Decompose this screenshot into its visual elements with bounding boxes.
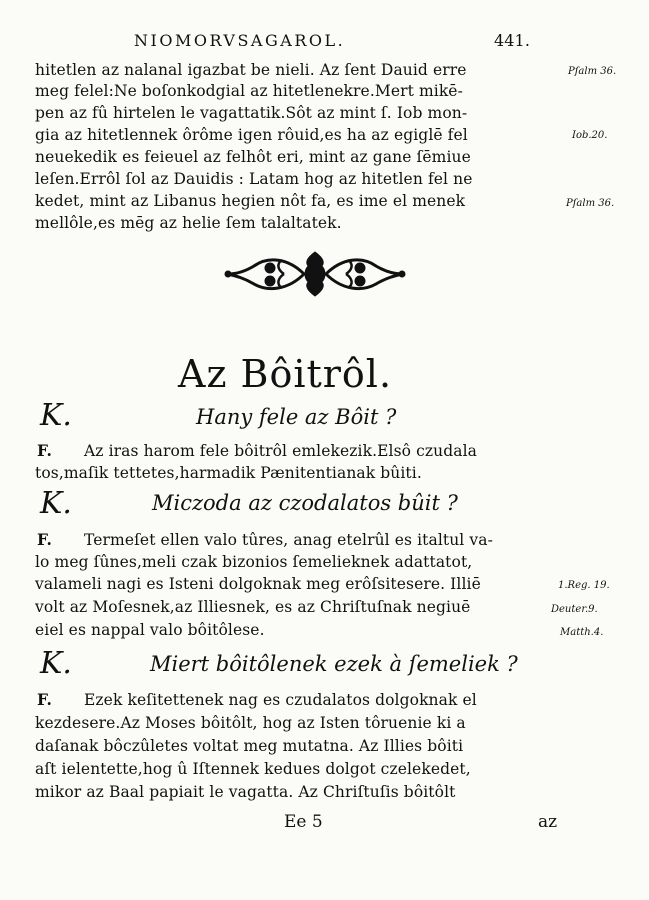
section-title: Az Bôitrôl. <box>178 352 393 396</box>
text-line: mellôle,es mēg az helie ſem talaltatek. <box>35 214 342 232</box>
signature-mark: Ee 5 <box>284 812 323 832</box>
question-marker: K. <box>40 486 72 521</box>
question-marker: K. <box>40 398 72 433</box>
answer-line: Ezek keſitettenek nag es czudalatos dolgoknak el <box>84 691 477 709</box>
answer-line: valameli nagi es Isteni dolgoknak meg erôſsitesere. Illiē <box>35 575 481 593</box>
question-text: Miert bôitôlenek ezek à ſemeliek ? <box>150 652 518 676</box>
margin-note: Pſalm 36. <box>568 66 617 77</box>
question-text: Miczoda az czodalatos bûit ? <box>152 491 458 515</box>
answer-line: kezdesere.Az Moses bôitôlt, hog az Isten tôruenie ki a <box>35 714 466 732</box>
page-number: 441. <box>494 31 531 50</box>
text-line: pen az fû hirtelen le vagattatik.Sôt az mint ſ. Iob mon- <box>35 104 468 122</box>
running-title: NIOMORVSAGAROL. <box>134 31 346 50</box>
text-line: hitetlen az nalanal igazbat be nieli. Az ſent Dauid erre <box>35 61 467 79</box>
answer-line: tos,maſik tettetes,harmadik Pænitentianak bûiti. <box>35 464 422 482</box>
catchword: az <box>538 812 558 832</box>
margin-note: Deuter.9. <box>551 604 598 615</box>
answer-marker: F. <box>37 530 53 549</box>
margin-note: Iob.20. <box>572 130 608 141</box>
answer-marker: F. <box>37 441 53 460</box>
text-line: gia az hitetlennek ôrôme igen rôuid,es ha az egiglē fel <box>35 126 468 144</box>
answer-line: Termeſet ellen valo tûres, anag etelrûl es italtul va- <box>84 531 493 549</box>
question-marker: K. <box>40 646 72 681</box>
answer-line: mikor az Baal papiait le vagatta. Az Chriſtuſis bôitôlt <box>35 783 456 801</box>
margin-note: Matth.4. <box>560 627 604 638</box>
question-text: Hany fele az Bôit ? <box>196 405 397 429</box>
answer-line: Az iras harom fele bôitrôl emlekezik.Elsô czudala <box>84 442 477 460</box>
text-line: leſen.Errôl ſol az Dauidis : Latam hog az hitetlen fel ne <box>35 170 473 188</box>
text-line: kedet, mint az Libanus hegien nôt fa, es ime el menek <box>35 192 466 210</box>
answer-line: aſt ielentette,hog û Iſtennek kedues dolgot czelekedet, <box>35 760 471 778</box>
margin-note: 1.Reg. 19. <box>558 580 610 591</box>
fleuron-ornament-icon <box>224 248 406 300</box>
text-line: meg felel:Ne boſonkodgial az hitetlenekre.Mert mikē- <box>35 82 463 100</box>
answer-line: volt az Moſesnek,az Illiesnek, es az Chriſtuſnak negiuē <box>35 598 471 616</box>
answer-line: eiel es nappal valo bôitôlese. <box>35 621 265 639</box>
margin-note: Pſalm 36. <box>566 198 615 209</box>
answer-line: daſanak bôczûletes voltat meg mutatna. Az Illies bôiti <box>35 737 464 755</box>
answer-line: lo meg ſûnes,meli czak bizonios ſemelieknek adattatot, <box>35 553 473 571</box>
text-line: neuekedik es feieuel az felhôt eri, mint az gane ſēmiue <box>35 148 471 166</box>
answer-marker: F. <box>37 690 53 709</box>
